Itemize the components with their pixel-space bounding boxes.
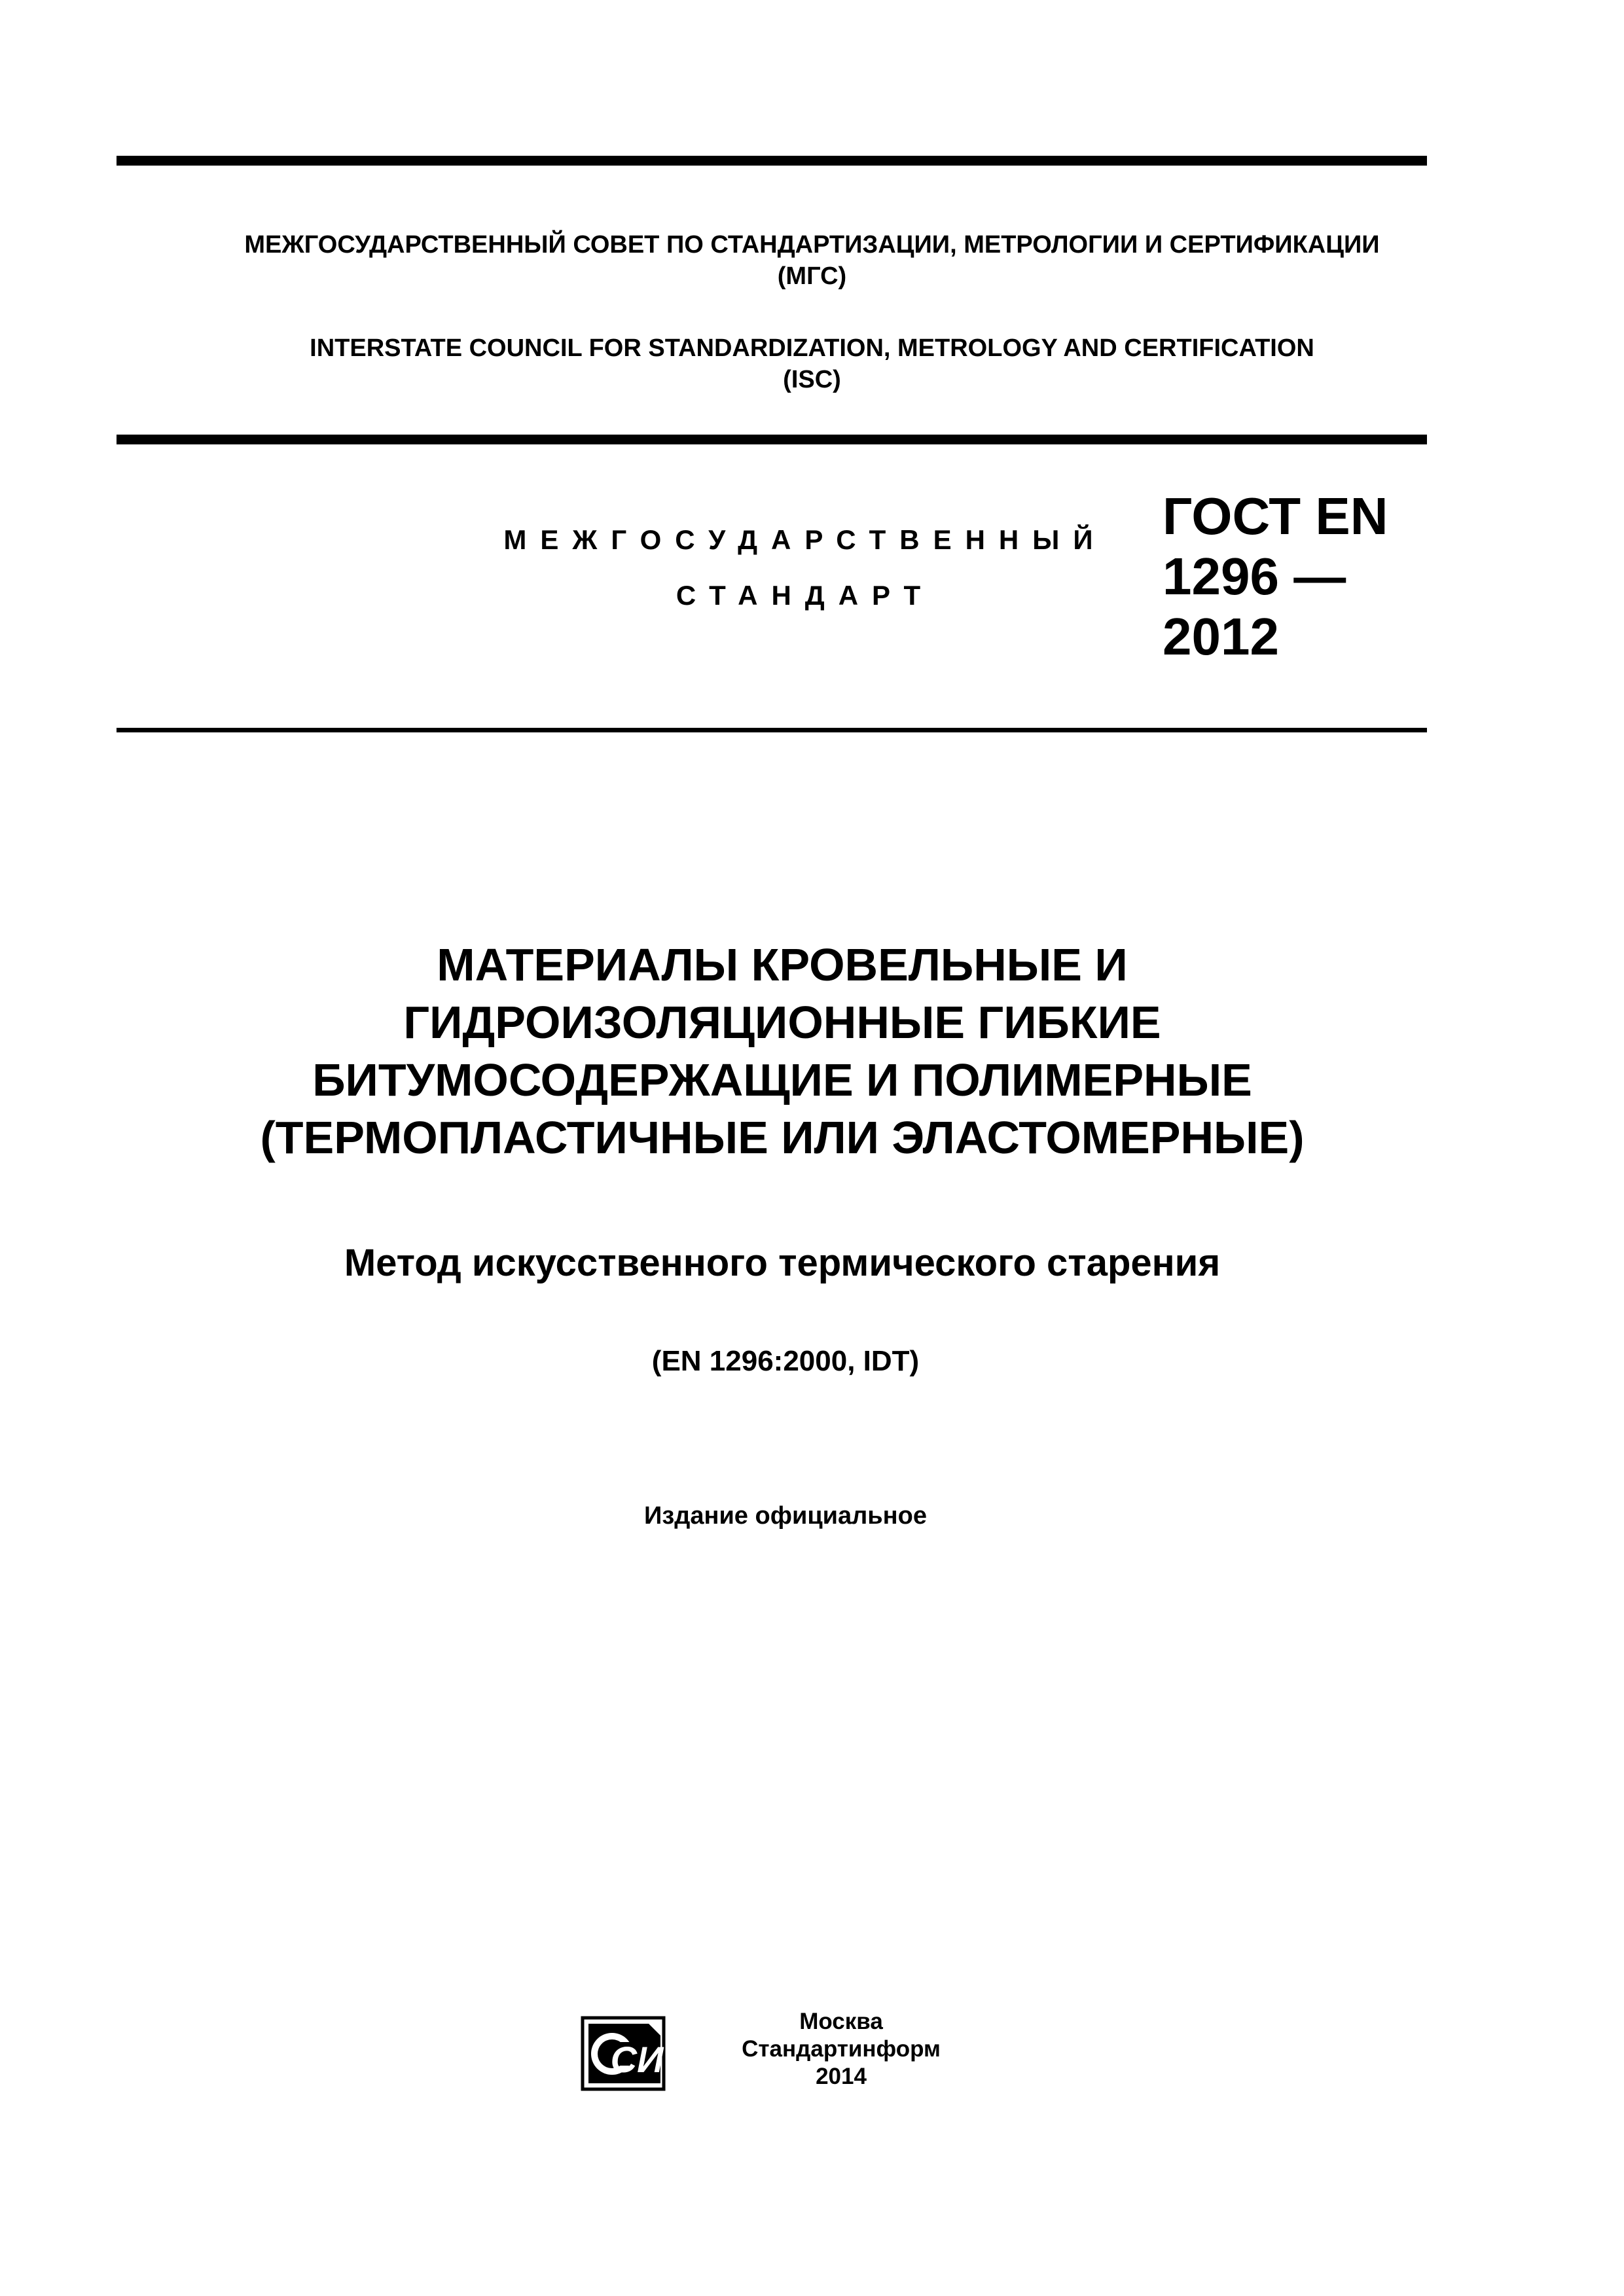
council-en-name: INTERSTATE COUNCIL FOR STANDARDIZATION, METROLOGY AND CERTIFICATION — [310, 334, 1314, 362]
standard-label-line1: МЕЖГОСУДАРСТВЕННЫЙ — [503, 524, 1107, 555]
title-line4: (ТЕРМОПЛАСТИЧНЫЕ ИЛИ ЭЛАСТОМЕРНЫЕ) — [260, 1112, 1305, 1163]
document-title — [0, 936, 1564, 1166]
council-ru-abbr: (МГС) — [777, 262, 847, 290]
standard-label-line2: СТАНДАРТ — [676, 580, 935, 611]
title-line1: МАТЕРИАЛЫ КРОВЕЛЬНЫЕ И — [437, 939, 1128, 990]
standard-number-line1: ГОСТ EN — [1163, 487, 1388, 545]
standard-number-line2: 1296 — — [1163, 547, 1346, 605]
title-line3: БИТУМОСОДЕРЖАЩИЕ И ПОЛИМЕРНЫЕ — [312, 1054, 1252, 1105]
imprint-publisher: Стандартинформ — [742, 2036, 941, 2062]
source-reference: (EN 1296:2000, IDT) — [651, 1345, 920, 1377]
imprint-year: 2014 — [816, 2064, 867, 2089]
imprint-city: Москва — [799, 2009, 883, 2034]
standard-number-line3: 2012 — [1163, 607, 1279, 666]
imprint — [710, 2008, 972, 2090]
header-rule — [117, 435, 1427, 444]
document-subtitle: Метод искусственного термического старения — [344, 1242, 1221, 1284]
council-en-abbr: (ISC) — [783, 366, 841, 393]
council-en — [0, 332, 1624, 395]
standard-number — [1163, 486, 1388, 667]
standard-rule — [117, 728, 1427, 732]
top-rule — [117, 156, 1427, 166]
edition-note: Издание официальное — [644, 1502, 927, 1530]
title-line2: ГИДРОИЗОЛЯЦИОННЫЕ ГИБКИЕ — [403, 997, 1161, 1048]
council-ru-name: МЕЖГОСУДАРСТВЕННЫЙ СОВЕТ ПО СТАНДАРТИЗАЦИИ, МЕТРОЛОГИИ И СЕРТИФИКАЦИИ — [244, 231, 1380, 259]
logo-text: СИ — [610, 2039, 664, 2080]
standartinform-logo-icon — [581, 2016, 666, 2091]
council-ru — [0, 229, 1624, 292]
